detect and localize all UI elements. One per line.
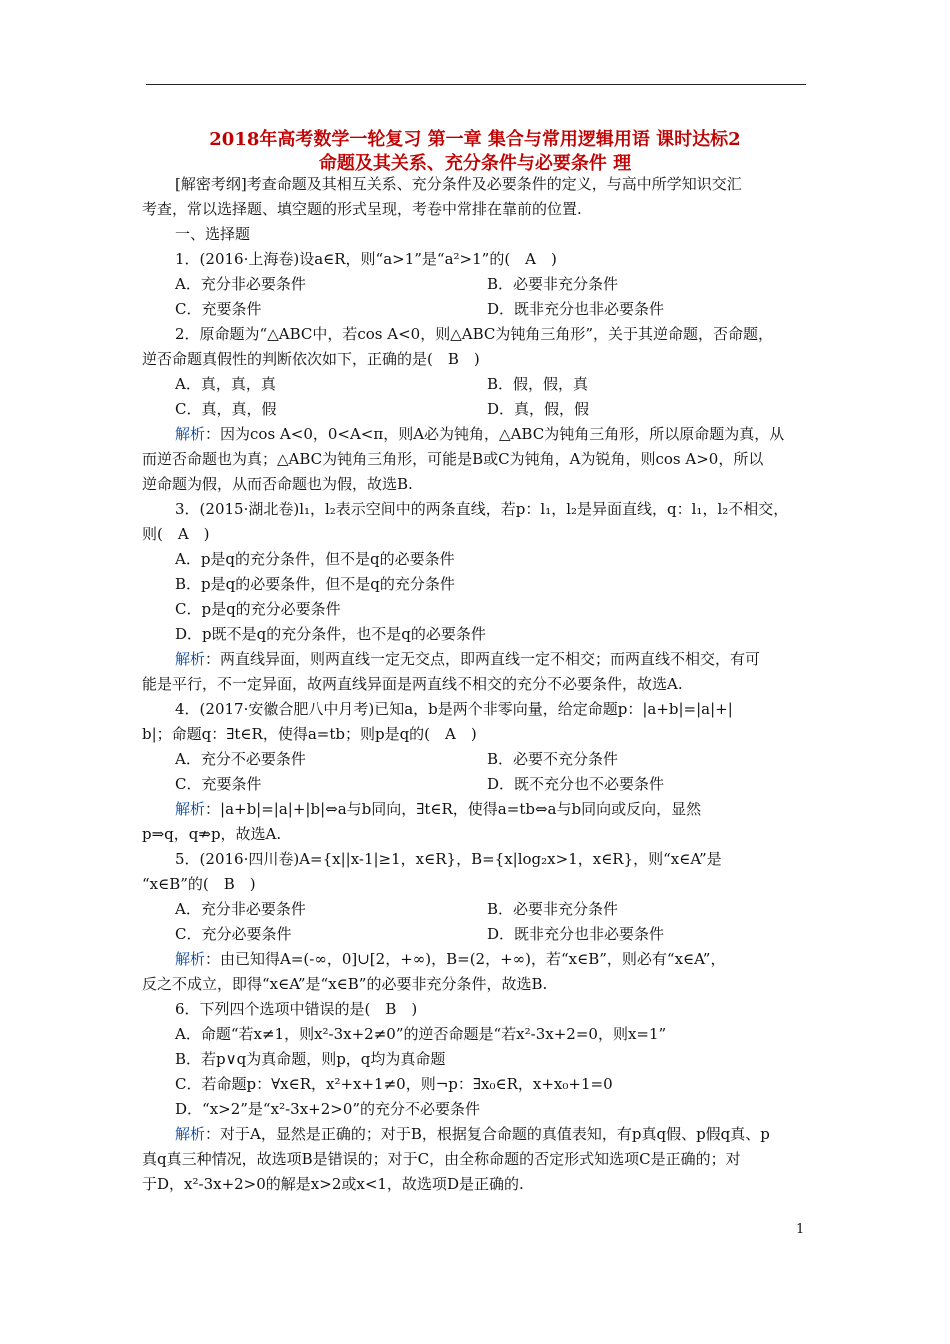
doc-body (142, 172, 810, 1197)
option-d: D．既非充分也非必要条件 (487, 300, 665, 318)
question-2-options (142, 397, 810, 422)
doc-title-line1: 2018年高考数学一轮复习 第一章 集合与常用逻辑用语 课时达标2 (209, 129, 741, 150)
question-5-stem: “x∈B”的( B ) (142, 875, 256, 893)
question-5-analysis: 反之不成立，即得“x∈A”是“x∈B”的必要非充分条件，故选B. (142, 975, 548, 993)
question-5-analysis: 解析：由已知得A=(-∞，0]∪[2，+∞)，B=(2，+∞)，若“x∈B”，则必有“x∈A”， (175, 950, 726, 968)
option-a: A．真，真，真 (175, 375, 276, 393)
doc-title-line2: 命题及其关系、充分条件与必要条件 理 (318, 153, 632, 174)
question-5-options (142, 897, 810, 922)
question-1-options (142, 297, 810, 322)
header-rule (146, 84, 806, 85)
option-a: A．充分非必要条件 (175, 900, 306, 918)
question-1-options (142, 272, 810, 297)
option-d: D．真，假，假 (487, 400, 590, 418)
option-c: C．真，真，假 (175, 400, 277, 418)
question-2-options (142, 372, 810, 397)
question-1-stem: 1．(2016·上海卷)设a∈R，则“a>1”是“a²>1”的( A ) (175, 250, 557, 268)
option-b: B．必要不充分条件 (487, 750, 619, 768)
option-b: B．若p∨q为真命题，则p，q均为真命题 (175, 1050, 446, 1068)
option-a: A．p是q的充分条件，但不是q的必要条件 (175, 550, 455, 568)
option-b: B．假，假，真 (487, 375, 589, 393)
page-number: 1 (796, 1222, 805, 1237)
section-heading: 一、选择题 (175, 225, 251, 243)
question-3-analysis: 解析：两直线异面，则两直线一定无交点，即两直线一定不相交；而两直线不相交，有可 (175, 650, 761, 668)
question-2-analysis: 解析：因为cos A<0，0<A<π，则A必为钝角，△ABC为钝角三角形，所以原命题为真，从 (175, 425, 785, 443)
option-c: C．若命题p：∀x∈R，x²+x+1≠0，则¬p：∃x₀∈R，x+x₀+1=0 (175, 1075, 613, 1093)
option-a: A．充分不必要条件 (175, 750, 306, 768)
question-2-stem: 2．原命题为“△ABC中，若cos A<0，则△ABC为钝角三角形”，关于其逆命题，否命题， (175, 325, 774, 343)
option-d: D．既非充分也非必要条件 (487, 925, 665, 943)
question-6-stem: 6．下列四个选项中错误的是( B ) (175, 1000, 418, 1018)
option-c: C．充要条件 (175, 775, 262, 793)
question-2-analysis: 逆命题为假，从而否命题也为假，故选B. (142, 475, 413, 493)
question-3-stem: 3．(2015·湖北卷)l₁，l₂表示空间中的两条直线，若p：l₁，l₂是异面直线，q：l₁，l₂不相交， (175, 500, 789, 518)
question-6-analysis: 于D，x²-3x+2>0的解是x>2或x<1，故选项D是正确的. (142, 1175, 524, 1193)
question-4-analysis: 解析：|a+b|=|a|+|b|⇔a与b同向，∃t∈R，使得a=tb⇔a与b同向或反向，显然 (175, 800, 702, 818)
analysis-label: 解析 (175, 1125, 206, 1143)
question-4-options (142, 772, 810, 797)
intro-line: [解密考纲]考查命题及其相互关系、充分条件及必要条件的定义，与高中所学知识交汇 (175, 175, 742, 193)
option-d: D．“x>2”是“x²-3x+2>0”的充分不必要条件 (175, 1100, 481, 1118)
option-d: D．既不充分也不必要条件 (487, 775, 665, 793)
intro-line: 考查，常以选择题、填空题的形式呈现，考卷中常排在靠前的位置. (142, 200, 582, 218)
option-b: B．必要非充分条件 (487, 275, 619, 293)
question-5-options (142, 922, 810, 947)
analysis-label: 解析 (175, 425, 206, 443)
option-c: C．p是q的充分必要条件 (175, 600, 341, 618)
question-6-analysis: 真q真三种情况，故选项B是错误的；对于C，由全称命题的否定形式知选项C是正确的；对 (142, 1150, 741, 1168)
option-d: D．p既不是q的充分条件，也不是q的必要条件 (175, 625, 486, 643)
question-3-analysis: 能是平行，不一定异面，故两直线异面是两直线不相交的充分不必要条件，故选A. (142, 675, 683, 693)
option-a: A．充分非必要条件 (175, 275, 306, 293)
question-4-options (142, 747, 810, 772)
option-c: C．充要条件 (175, 300, 262, 318)
question-6-analysis: 解析：对于A，显然是正确的；对于B，根据复合命题的真值表知，有p真q假、p假q真、p (175, 1125, 770, 1143)
question-3-stem: 则( A ) (142, 525, 210, 543)
option-a: A．命题“若x≠1，则x²-3x+2≠0”的逆否命题是“若x²-3x+2=0，则x=1” (175, 1025, 667, 1043)
analysis-label: 解析 (175, 650, 206, 668)
analysis-label: 解析 (175, 800, 206, 818)
option-b: B．p是q的必要条件，但不是q的充分条件 (175, 575, 455, 593)
question-5-stem: 5．(2016·四川卷)A={x||x-1|≥1，x∈R}，B={x|log₂x>1，x∈R}，则“x∈A”是 (175, 850, 722, 868)
option-c: C．充分必要条件 (175, 925, 292, 943)
question-2-analysis: 而逆否命题也为真；△ABC为钝角三角形，可能是B或C为钝角，A为锐角，则cos A>0，所以 (142, 450, 764, 468)
question-4-analysis: p⇒q，q⇏p，故选A. (142, 825, 282, 843)
question-4-stem: b|；命题q：∃t∈R，使得a=tb；则p是q的( A ) (142, 725, 477, 743)
option-b: B．必要非充分条件 (487, 900, 619, 918)
analysis-label: 解析 (175, 950, 206, 968)
question-4-stem: 4．(2017·安徽合肥八中月考)已知a，b是两个非零向量，给定命题p：|a+b|=|a|+| (175, 700, 733, 718)
question-2-stem: 逆否命题真假性的判断依次如下，正确的是( B ) (142, 350, 480, 368)
